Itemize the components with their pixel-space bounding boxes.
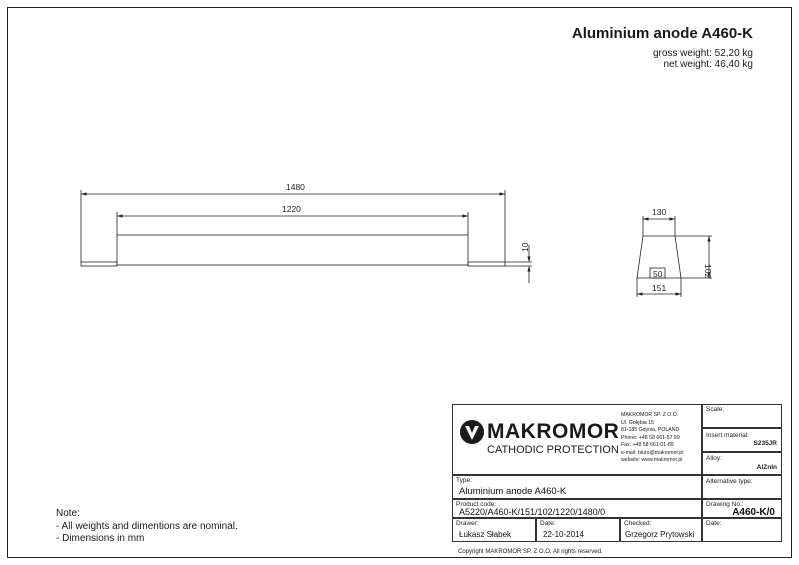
address-line: Ul. Gołębia 15 [621, 419, 654, 426]
company-subtitle: CATHODIC PROTECTION [487, 444, 619, 456]
copyright: Copyright MAKROMOR SP. Z O.O. All rights reserved. [458, 549, 603, 555]
insert-material-value: S235JR [753, 440, 777, 447]
drawing-title: Aluminium anode A460-K [571, 25, 753, 42]
insert-material-label: Insert material: [706, 432, 749, 439]
side-view [81, 190, 532, 283]
alloy-value: AlZnIn [756, 464, 777, 471]
product-code-cell [452, 499, 702, 518]
alloy-cell [702, 452, 782, 475]
insert-right-end [468, 262, 505, 266]
drawing-number-cell [702, 499, 782, 518]
date2-cell [702, 518, 782, 542]
drawer-cell [452, 518, 536, 542]
dim-insert-thickness: 10 [520, 242, 530, 252]
date-value: 22-10-2014 [543, 530, 584, 539]
address-line: 81-185 Gdynia, POLAND [621, 427, 680, 433]
dim-overall-length: 1480 [286, 182, 305, 192]
product-code-label: Product code: [456, 501, 497, 508]
type-value: Aluminium anode A460-K [459, 486, 567, 497]
alternative-type-cell [702, 475, 782, 499]
note-line: - Dimensions in mm [56, 533, 145, 544]
dim-end-height: 102 [703, 264, 713, 279]
dim-core-length: 1220 [282, 204, 301, 214]
dim-top-width: 130 [652, 207, 667, 217]
note-line: - All weights and dimentions are nominal. [56, 520, 238, 532]
address-line: Phone: +48 58 661-57 99 [621, 434, 680, 441]
end-view [637, 216, 712, 297]
alloy-label: Alloy: [706, 455, 722, 462]
address-line: website: www.makromor.pl [621, 457, 683, 463]
makromor-logo-icon [459, 419, 485, 445]
address-line: Fax: +48 58 661-01-89 [621, 442, 674, 448]
anode-body-side [117, 235, 468, 265]
type-label: Type: [456, 477, 472, 484]
checked-value: Grzegorz Prytowski [625, 530, 695, 539]
address-line: e-mail: biuro@makromor.pl [621, 449, 684, 456]
date2-label: Date: [706, 520, 722, 527]
company-address [621, 412, 683, 465]
dim-bottom-width: 151 [652, 283, 667, 293]
drawing-number-label: Drawing No.: [706, 501, 744, 508]
scale-cell [702, 404, 782, 428]
type-cell [452, 475, 702, 499]
checked-label: Checked: [624, 520, 652, 527]
date-cell [536, 518, 620, 542]
drawer-label: Drawer: [456, 520, 479, 527]
gross-weight: gross weight: 52,20 kg [652, 48, 753, 59]
product-code-value: A5220/A460-K/151/102/1220/1480/0 [459, 507, 606, 517]
scale-label: Scale: [706, 406, 725, 413]
drawer-value: Łukasz Słabek [459, 530, 512, 539]
notes-heading: Note: [56, 508, 80, 519]
notes [56, 508, 238, 546]
alternative-type-label: Alternative type: [706, 478, 753, 485]
insert-material-cell [702, 428, 782, 452]
dim-insert-width: 50 [653, 269, 663, 279]
net-weight: net weight: 46,40 kg [663, 59, 753, 70]
company-cell [452, 404, 702, 475]
date-label: Date: [540, 520, 556, 527]
company-name: MAKROMOR [487, 420, 620, 443]
drawing-number-value: A460-K/0 [732, 507, 775, 518]
checked-cell [620, 518, 702, 542]
address-line: MAKROMOR SP. Z O.O. [621, 412, 679, 418]
title-block [452, 404, 782, 557]
insert-left-end [81, 262, 117, 266]
